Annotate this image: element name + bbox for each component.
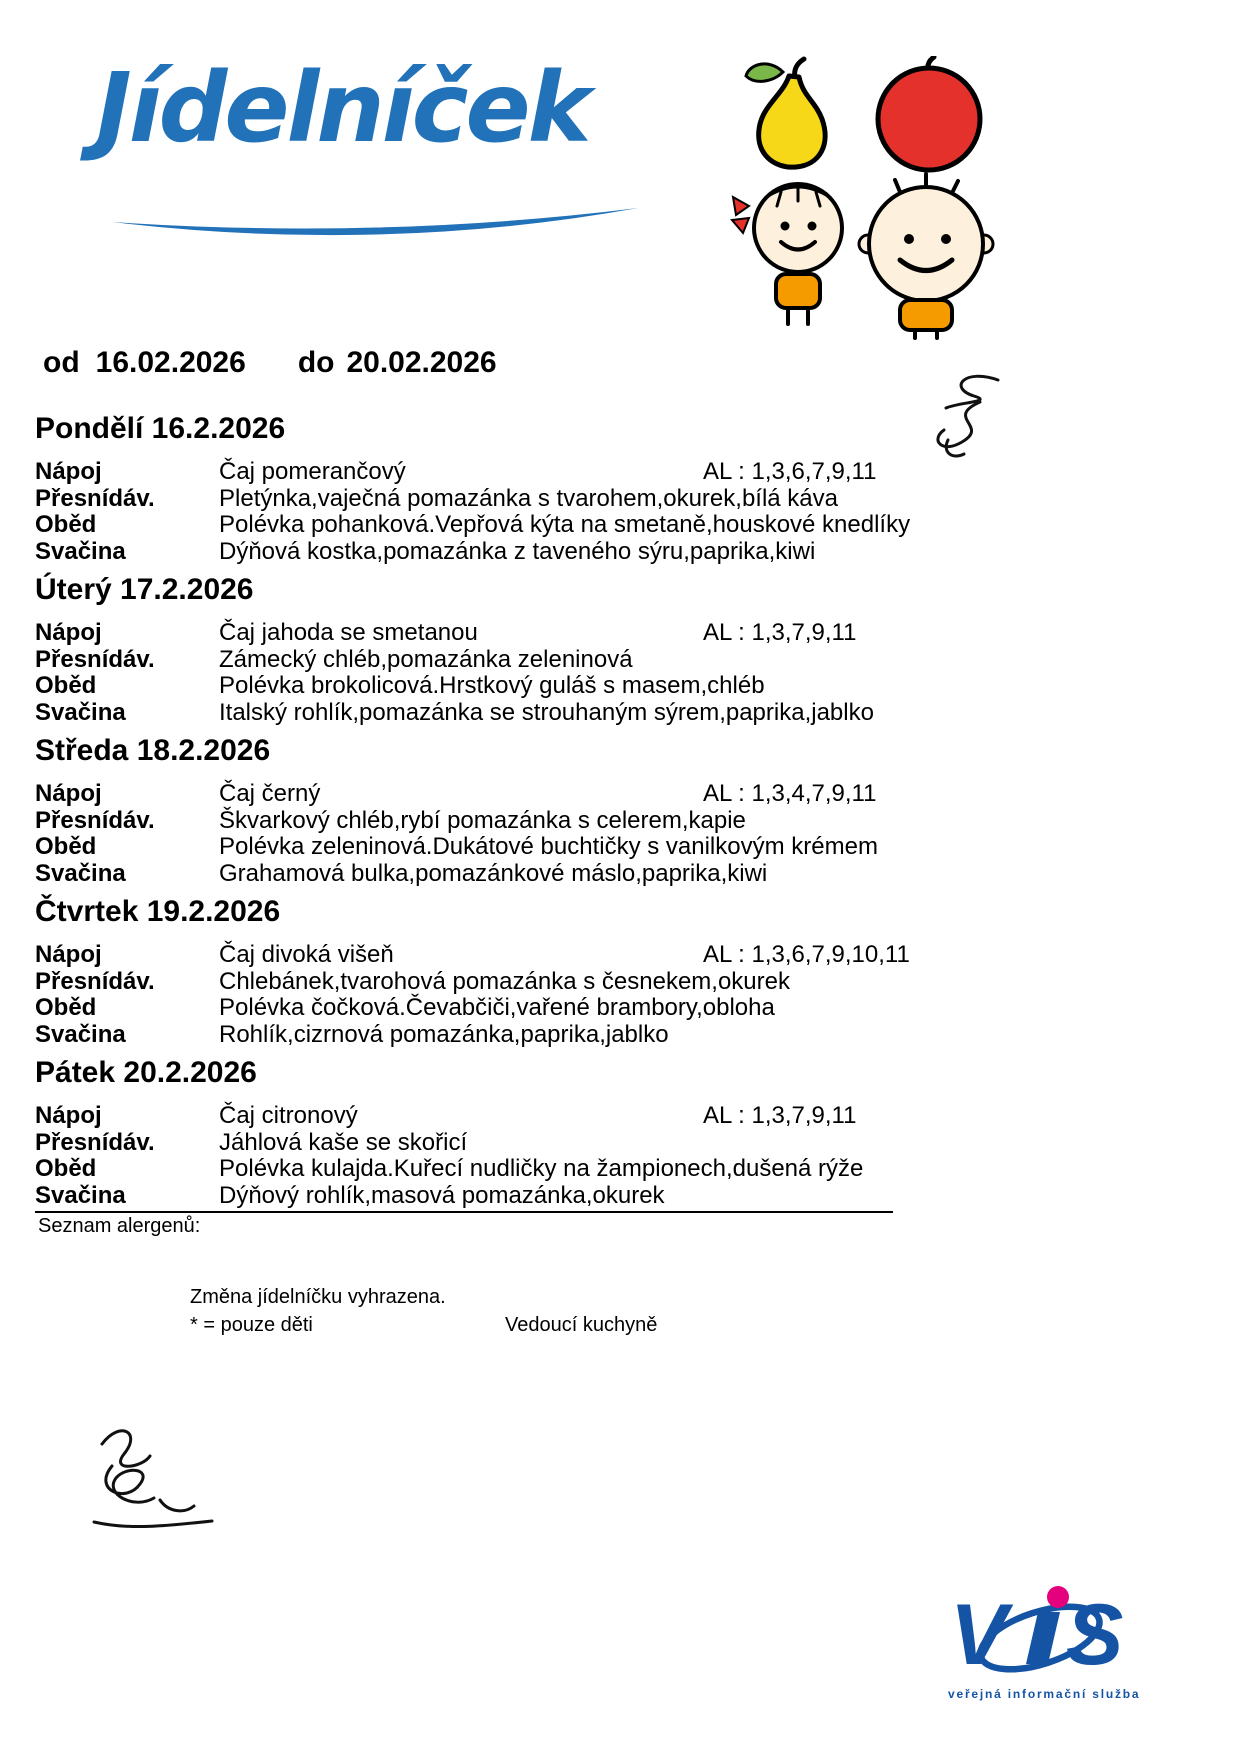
meal-type-label: Oběd (35, 672, 97, 699)
menu-row (35, 834, 1215, 861)
day-title: Čtvrtek 19.2.2026 (35, 895, 281, 928)
meal-description: Dýňový rohlík,masová pomazánka,okurek (219, 1181, 665, 1209)
menu-row (35, 1103, 1215, 1130)
menu-row (35, 539, 1215, 566)
meal-description: Rohlík,cizrnová pomazánka,paprika,jablko (219, 1020, 669, 1048)
meal-type-label: Oběd (35, 833, 97, 860)
menu-row (35, 459, 1215, 486)
day-section (35, 1056, 1215, 1209)
allergen-codes: AL : 1,3,7,9,11 (703, 619, 857, 646)
menu-row (35, 861, 1215, 888)
day-rows (35, 620, 1215, 726)
day-title: Pátek 20.2.2026 (35, 1056, 257, 1089)
allergen-list-label: Seznam alergenů: (38, 1215, 201, 1237)
meal-description: Čaj černý (219, 780, 321, 807)
day-rows (35, 1103, 1215, 1209)
meal-type-label: Přesnídáv. (35, 967, 155, 995)
vis-logo (948, 1586, 1141, 1701)
boy-face (859, 174, 993, 338)
meal-type-label: Oběd (35, 511, 97, 538)
meal-type-label: Nápoj (35, 619, 102, 646)
menu-row (35, 808, 1215, 835)
meal-description: Škvarkový chléb,rybí pomazánka s celerem,kapie (219, 806, 746, 834)
date-from-label: od (43, 346, 80, 379)
menu-row (35, 781, 1215, 808)
menu-row (35, 620, 1215, 647)
meal-description: Polévka pohanková.Vepřová kýta na smetaně,houskové knedlíky (219, 511, 911, 538)
day-section (35, 895, 1215, 1048)
meal-description: Chlebánek,tvarohová pomazánka s česnekem,okurek (219, 967, 790, 995)
day-title: Středa 18.2.2026 (35, 734, 271, 767)
vis-subtitle: veřejná informační služba (948, 1687, 1141, 1701)
vis-letter-v: V (950, 1587, 1008, 1678)
children-note: * = pouze děti (190, 1314, 313, 1336)
allergen-codes: AL : 1,3,7,9,11 (703, 1102, 857, 1129)
meal-type-label: Svačina (35, 698, 126, 726)
meal-type-label: Svačina (35, 537, 126, 565)
menu-row (35, 1156, 1215, 1183)
page-title: Jídelníček (96, 52, 589, 164)
day-title: Pondělí 16.2.2026 (35, 412, 286, 445)
pear-icon (746, 59, 825, 167)
allergen-codes: AL : 1,3,6,7,9,10,11 (703, 941, 910, 968)
meal-description: Pletýnka,vaječná pomazánka s tvarohem,okurek,bílá káva (219, 484, 838, 512)
meal-type-label: Přesnídáv. (35, 1128, 155, 1156)
menu-row (35, 969, 1215, 996)
day-section (35, 412, 1215, 565)
menu-row (35, 942, 1215, 969)
meal-description: Polévka zeleninová.Dukátové buchtičky s vanilkovým krémem (219, 833, 878, 860)
menu-row (35, 1130, 1215, 1157)
meal-type-label: Nápoj (35, 780, 102, 807)
menu-row (35, 1183, 1215, 1210)
girl-face (732, 184, 842, 324)
vis-letter-i-stem (1026, 1612, 1060, 1664)
day-rows (35, 942, 1215, 1048)
day-title: Úterý 17.2.2026 (35, 573, 254, 606)
meal-type-label: Přesnídáv. (35, 484, 155, 512)
date-range (43, 346, 497, 380)
meal-type-label: Přesnídáv. (35, 806, 155, 834)
menu-row (35, 647, 1215, 674)
meal-description: Čaj jahoda se smetanou (219, 619, 478, 646)
meal-type-label: Svačina (35, 859, 126, 887)
allergen-divider-line (35, 1211, 893, 1213)
menu-days (35, 412, 1215, 1238)
meal-type-label: Svačina (35, 1020, 126, 1048)
handwritten-signature (66, 1416, 218, 1542)
meal-description: Dýňová kostka,pomazánka z taveného sýru,paprika,kiwi (219, 537, 816, 565)
title-underline-swoosh (110, 206, 650, 250)
meal-description: Čaj citronový (219, 1102, 358, 1129)
meal-description: Polévka brokolicová.Hrstkový guláš s masem,chléb (219, 672, 765, 699)
meal-description: Polévka kulajda.Kuřecí nudličky na žampionech,dušená rýže (219, 1155, 864, 1182)
meal-type-label: Svačina (35, 1181, 126, 1209)
change-note: Změna jídelníčku vyhrazena. (190, 1286, 446, 1308)
kids-with-fruit-illustration (703, 56, 1015, 340)
apple-icon (878, 57, 980, 170)
meal-type-label: Přesnídáv. (35, 645, 155, 673)
date-to-value: 20.02.2026 (346, 346, 497, 379)
meal-description: Čaj pomerančový (219, 458, 406, 485)
meal-type-label: Nápoj (35, 458, 102, 485)
meal-type-label: Nápoj (35, 941, 102, 968)
meal-type-label: Nápoj (35, 1102, 102, 1129)
menu-row (35, 700, 1215, 727)
vis-letter-s: S (1066, 1587, 1124, 1678)
meal-type-label: Oběd (35, 994, 97, 1021)
day-rows (35, 781, 1215, 887)
allergen-codes: AL : 1,3,6,7,9,11 (703, 458, 877, 485)
menu-row (35, 995, 1215, 1022)
menu-row (35, 673, 1215, 700)
meal-description: Polévka čočková.Čevabčiči,vařené brambory,obloha (219, 994, 775, 1021)
meal-description: Čaj divoká višeň (219, 941, 394, 968)
date-to-label: do (297, 346, 335, 379)
meal-description: Zámecký chléb,pomazánka zeleninová (219, 645, 633, 673)
allergen-codes: AL : 1,3,4,7,9,11 (703, 780, 877, 807)
date-from-value: 16.02.2026 (95, 346, 246, 379)
day-rows (35, 459, 1215, 565)
vis-logo-mark (948, 1586, 1128, 1678)
meal-type-label: Oběd (35, 1155, 97, 1182)
menu-row (35, 512, 1215, 539)
meal-description: Grahamová bulka,pomazánkové máslo,paprika,kiwi (219, 859, 768, 887)
chef-label: Vedoucí kuchyně (505, 1314, 658, 1336)
meal-description: Jáhlová kaše se skořicí (219, 1128, 468, 1156)
day-section (35, 573, 1215, 726)
menu-row (35, 486, 1215, 513)
menu-row (35, 1022, 1215, 1049)
day-section (35, 734, 1215, 887)
meal-description: Italský rohlík,pomazánka se strouhaným sýrem,paprika,jablko (219, 698, 874, 726)
